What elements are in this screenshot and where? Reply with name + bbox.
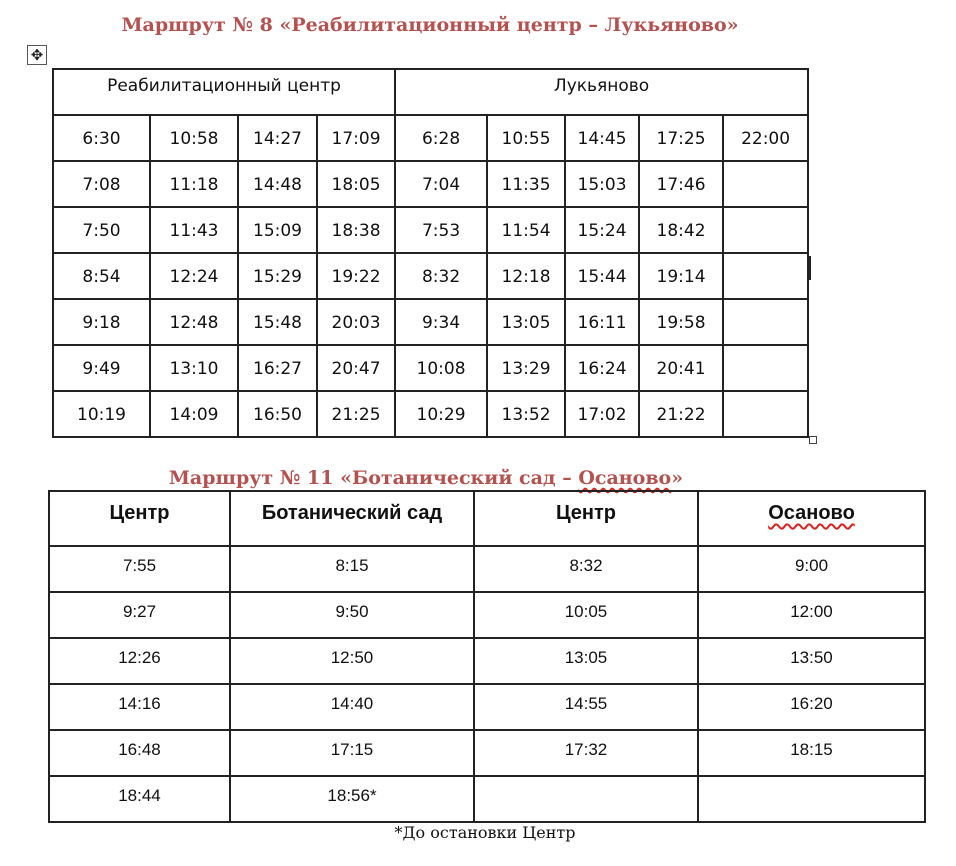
route11-time-cell: 17:15 (230, 730, 474, 776)
route8-from-time-cell: 6:30 (53, 115, 150, 161)
route8-row (53, 345, 808, 391)
route8-title: Маршрут № 8 «Реабилитационный центр – Лукьяново» (121, 14, 739, 36)
route8-from-time-cell: 7:08 (53, 161, 150, 207)
route11-time-cell: 18:15 (698, 730, 925, 776)
route11-time-cell: 10:05 (474, 592, 698, 638)
route11-row (49, 730, 925, 776)
route8-from-time-cell: 7:50 (53, 207, 150, 253)
route11-time-cell: 8:15 (230, 546, 474, 592)
route11-time-cell: 13:05 (474, 638, 698, 684)
route11-time-cell: 12:00 (698, 592, 925, 638)
route11-time-cell (698, 776, 925, 822)
route8-to-time-cell: 18:42 (639, 207, 723, 253)
route8-to-time-cell: 11:35 (487, 161, 565, 207)
route11-header-center-1: Центр (49, 491, 230, 546)
route8-from-time-cell: 11:43 (150, 207, 238, 253)
route11-time-cell (474, 776, 698, 822)
route8-from-time-cell: 9:49 (53, 345, 150, 391)
route8-from-time-cell: 18:38 (317, 207, 395, 253)
route8-from-time-cell: 11:18 (150, 161, 238, 207)
route8-header-row (53, 69, 808, 115)
route11-title (0, 467, 904, 489)
route8-row (53, 391, 808, 437)
route11-time-cell: 9:00 (698, 546, 925, 592)
route11-title-suffix: » (671, 467, 684, 489)
route11-time-cell: 14:55 (474, 684, 698, 730)
route8-to-time-cell (723, 391, 808, 437)
route8-to-time-cell: 10:55 (487, 115, 565, 161)
route11-row (49, 684, 925, 730)
route8-from-time-cell: 20:47 (317, 345, 395, 391)
route8-to-time-cell: 19:58 (639, 299, 723, 345)
route8-to-time-cell: 15:24 (565, 207, 639, 253)
route11-header-osanovo-label: Осаново (768, 502, 855, 524)
route8-to-time-cell: 16:11 (565, 299, 639, 345)
route8-from-header: Реабилитационный центр (53, 69, 395, 115)
route8-to-time-cell: 22:00 (723, 115, 808, 161)
route11-time-cell: 16:20 (698, 684, 925, 730)
route8-to-time-cell: 11:54 (487, 207, 565, 253)
route8-to-time-cell: 20:41 (639, 345, 723, 391)
route8-to-time-cell: 19:14 (639, 253, 723, 299)
route11-time-cell: 12:50 (230, 638, 474, 684)
route11-row (49, 638, 925, 684)
route8-from-time-cell: 18:05 (317, 161, 395, 207)
route8-table (52, 68, 809, 438)
route11-time-cell: 9:50 (230, 592, 474, 638)
route8-to-time-cell: 13:52 (487, 391, 565, 437)
route8-to-time-cell: 17:25 (639, 115, 723, 161)
table-resize-handle[interactable] (809, 436, 817, 444)
route8-from-time-cell: 10:58 (150, 115, 238, 161)
route8-from-time-cell: 14:48 (238, 161, 317, 207)
route8-row (53, 115, 808, 161)
route8-from-time-cell: 17:09 (317, 115, 395, 161)
route11-header-center-2: Центр (474, 491, 698, 546)
route11-row (49, 592, 925, 638)
route11-time-cell: 13:50 (698, 638, 925, 684)
route8-from-time-cell: 9:18 (53, 299, 150, 345)
text-cursor (809, 256, 811, 280)
route8-to-time-cell: 21:22 (639, 391, 723, 437)
route11-header-botanical: Ботанический сад (230, 491, 474, 546)
route8-to-time-cell: 17:02 (565, 391, 639, 437)
route11-time-cell: 9:27 (49, 592, 230, 638)
route11-time-cell: 14:16 (49, 684, 230, 730)
route8-to-time-cell: 10:29 (395, 391, 487, 437)
route8-to-time-cell: 8:32 (395, 253, 487, 299)
route11-row (49, 546, 925, 592)
route8-to-time-cell (723, 207, 808, 253)
route8-from-time-cell: 14:27 (238, 115, 317, 161)
route8-from-time-cell: 20:03 (317, 299, 395, 345)
route8-to-time-cell: 13:05 (487, 299, 565, 345)
route8-to-time-cell: 6:28 (395, 115, 487, 161)
route11-time-cell: 17:32 (474, 730, 698, 776)
route8-from-time-cell: 16:27 (238, 345, 317, 391)
route11-time-cell: 14:40 (230, 684, 474, 730)
route8-to-header: Лукьяново (395, 69, 808, 115)
route8-from-time-cell: 8:54 (53, 253, 150, 299)
route8-to-time-cell: 15:44 (565, 253, 639, 299)
route11-time-cell: 18:56* (230, 776, 474, 822)
route8-row (53, 253, 808, 299)
route11-time-cell: 18:44 (49, 776, 230, 822)
route8-from-time-cell: 12:24 (150, 253, 238, 299)
route11-header-osanovo (698, 491, 925, 546)
route8-from-time-cell: 15:48 (238, 299, 317, 345)
route8-to-time-cell: 7:53 (395, 207, 487, 253)
route8-to-time-cell (723, 299, 808, 345)
table-move-handle-icon[interactable]: ✥ (27, 45, 47, 65)
route8-to-time-cell: 13:29 (487, 345, 565, 391)
route11-header-row (49, 491, 925, 546)
route8-from-time-cell: 13:10 (150, 345, 238, 391)
route8-to-time-cell: 12:18 (487, 253, 565, 299)
route8-from-time-cell: 21:25 (317, 391, 395, 437)
route11-row (49, 776, 925, 822)
route8-from-time-cell: 12:48 (150, 299, 238, 345)
route8-to-time-cell (723, 161, 808, 207)
route8-from-time-cell: 10:19 (53, 391, 150, 437)
route8-to-time-cell: 14:45 (565, 115, 639, 161)
route11-table (48, 490, 926, 823)
route8-row (53, 207, 808, 253)
route8-from-time-cell: 16:50 (238, 391, 317, 437)
route8-to-time-cell (723, 345, 808, 391)
route11-time-cell: 16:48 (49, 730, 230, 776)
route8-to-time-cell: 7:04 (395, 161, 487, 207)
route8-to-time-cell: 15:03 (565, 161, 639, 207)
route11-time-cell: 12:26 (49, 638, 230, 684)
route8-row (53, 161, 808, 207)
route8-to-time-cell (723, 253, 808, 299)
route11-time-cell: 7:55 (49, 546, 230, 592)
route8-to-time-cell: 9:34 (395, 299, 487, 345)
route8-from-time-cell: 14:09 (150, 391, 238, 437)
route8-from-time-cell: 15:29 (238, 253, 317, 299)
route8-row (53, 299, 808, 345)
route11-title-prefix: Маршрут № 11 «Ботанический сад – (168, 467, 579, 489)
footnote: *До остановки Центр (394, 823, 576, 842)
route8-from-time-cell: 19:22 (317, 253, 395, 299)
route8-from-time-cell: 15:09 (238, 207, 317, 253)
route8-to-time-cell: 10:08 (395, 345, 487, 391)
route11-time-cell: 8:32 (474, 546, 698, 592)
route8-to-time-cell: 16:24 (565, 345, 639, 391)
route11-title-wavy-word: Осаново (578, 467, 672, 489)
route8-to-time-cell: 17:46 (639, 161, 723, 207)
